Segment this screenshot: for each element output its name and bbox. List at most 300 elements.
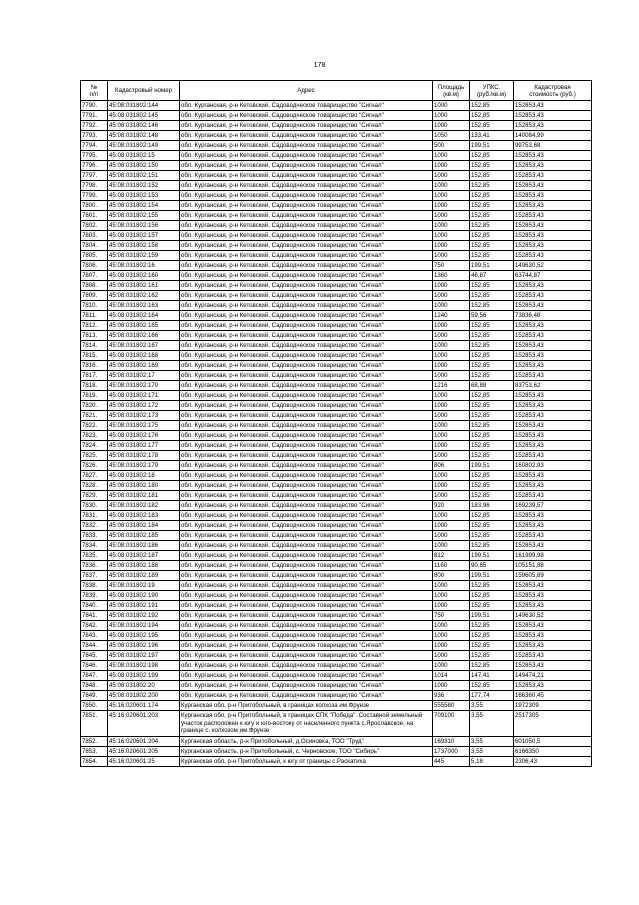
table-row xyxy=(81,221,592,231)
cell-value: 1972309 xyxy=(514,701,592,711)
cell-num: 7817. xyxy=(81,371,108,381)
cell-value: 152853,43 xyxy=(514,101,592,111)
cell-area: 1000 xyxy=(433,361,470,371)
cell-num: 7845. xyxy=(81,651,108,661)
table-row xyxy=(81,591,592,601)
cell-address: обл. Курганская, р-н Кетовский, Садоводческое товарищество "Сигнал" xyxy=(180,501,433,511)
header-value: Кадастровая стоимость (руб.) xyxy=(514,81,592,101)
cell-cadastral: 45:08:031802:194 xyxy=(108,621,180,631)
cell-cadastral: 45:08:031802:173 xyxy=(108,411,180,421)
cell-upks: 152,85 xyxy=(470,631,514,641)
cell-cadastral: 45:08:031802:196 xyxy=(108,641,180,651)
cell-value: 2306,43 xyxy=(514,756,592,766)
cell-address: обл. Курганская, р-н Кетовский, Садоводческое товарищество "Сигнал" xyxy=(180,541,433,551)
cadastral-table xyxy=(80,80,592,767)
cell-upks: 177,74 xyxy=(470,691,514,701)
table-row xyxy=(81,481,592,491)
cell-upks: 199,51 xyxy=(470,551,514,561)
cell-address: обл. Курганская, р-н Кетовский, Садоводческое товарищество "Сигнал" xyxy=(180,161,433,171)
cell-num: 7792. xyxy=(81,121,108,131)
cell-value: 140084,99 xyxy=(514,131,592,141)
cell-num: 7830. xyxy=(81,501,108,511)
cell-cadastral: 45:08:031802:154 xyxy=(108,201,180,211)
cell-address: обл. Курганская, р-н Кетовский, Садоводческое товарищество "Сигнал" xyxy=(180,611,433,621)
cell-value: 152853,43 xyxy=(514,331,592,341)
table-row xyxy=(81,271,592,281)
table-row xyxy=(81,331,592,341)
table-row xyxy=(81,451,592,461)
table-row xyxy=(81,701,592,711)
cell-num: 7800. xyxy=(81,201,108,211)
cell-value: 152853,43 xyxy=(514,161,592,171)
cell-area: 1000 xyxy=(433,181,470,191)
cell-address: обл. Курганская, р-н Кетовский, Садоводческое товарищество "Сигнал" xyxy=(180,471,433,481)
cell-area: 1000 xyxy=(433,581,470,591)
cell-upks: 152,85 xyxy=(470,441,514,451)
cell-address: обл. Курганская, р-н Кетовский, Садоводческое товарищество "Сигнал" xyxy=(180,571,433,581)
cell-num: 7834. xyxy=(81,541,108,551)
cell-area: 1000 xyxy=(433,431,470,441)
cell-cadastral: 45:16:020601:205 xyxy=(108,746,180,756)
cell-cadastral: 45:08:031802:145 xyxy=(108,111,180,121)
cell-address: обл. Курганская, р-н Кетовский, Садоводческое товарищество "Сигнал" xyxy=(180,151,433,161)
cell-area: 1000 xyxy=(433,541,470,551)
cell-cadastral: 45:08:031802:164 xyxy=(108,311,180,321)
cell-value: 152853,43 xyxy=(514,111,592,121)
table-row xyxy=(81,581,592,591)
table-row xyxy=(81,111,592,121)
cell-value: 152853,43 xyxy=(514,241,592,251)
cell-cadastral: 45:08:031802:20 xyxy=(108,681,180,691)
header-address: Адрес xyxy=(180,81,433,101)
cell-cadastral: 45:16:020601:203 xyxy=(108,711,180,737)
cell-area: 1000 xyxy=(433,331,470,341)
cell-value: 160802,93 xyxy=(514,461,592,471)
table-row xyxy=(81,351,592,361)
cell-value: 152853,43 xyxy=(514,251,592,261)
cell-area: 1000 xyxy=(433,601,470,611)
cell-area: 1240 xyxy=(433,311,470,321)
table-row xyxy=(81,171,592,181)
cell-area: 1000 xyxy=(433,151,470,161)
cell-address: обл. Курганская, р-н Кетовский, Садоводческое товарищество "Сигнал" xyxy=(180,631,433,641)
cell-upks: 152,85 xyxy=(470,591,514,601)
table-row xyxy=(81,401,592,411)
table-row xyxy=(81,491,592,501)
cell-value: 152853,43 xyxy=(514,201,592,211)
cell-address: обл. Курганская, р-н Кетовский, Садоводческое товарищество "Сигнал" xyxy=(180,241,433,251)
cell-area: 445 xyxy=(433,756,470,766)
cell-area: 1000 xyxy=(433,221,470,231)
cell-num: 7799. xyxy=(81,191,108,201)
cell-cadastral: 45:08:031802:15 xyxy=(108,151,180,161)
cell-area: 1000 xyxy=(433,471,470,481)
cell-cadastral: 45:08:031802:159 xyxy=(108,251,180,261)
table-row xyxy=(81,736,592,746)
cell-cadastral: 45:08:031802:187 xyxy=(108,551,180,561)
cell-upks: 147,41 xyxy=(470,671,514,681)
cell-address: обл. Курганская, р-н Кетовский, Садоводческое товарищество "Сигнал" xyxy=(180,231,433,241)
cell-value: 152853,43 xyxy=(514,401,592,411)
cell-address: обл. Курганская, р-н Кетовский, Садоводческое товарищество "Сигнал" xyxy=(180,661,433,671)
cell-upks: 152,85 xyxy=(470,651,514,661)
cell-value: 152853,43 xyxy=(514,391,592,401)
table-row xyxy=(81,756,592,766)
cell-upks: 152,85 xyxy=(470,491,514,501)
cell-num: 7838. xyxy=(81,581,108,591)
cell-num: 7850. xyxy=(81,701,108,711)
cell-num: 7854. xyxy=(81,756,108,766)
table-row xyxy=(81,711,592,737)
cell-area: 709100 xyxy=(433,711,470,737)
cell-address: Курганская обл, р-н Притобольный, в границах колхоза им.Фрунзе xyxy=(180,701,433,711)
cell-address: обл. Курганская, р-н Кетовский, Садоводческое товарищество "Сигнал" xyxy=(180,101,433,111)
cell-area: 1050 xyxy=(433,131,470,141)
table-row xyxy=(81,431,592,441)
cell-area: 920 xyxy=(433,501,470,511)
cell-cadastral: 45:08:031802:170 xyxy=(108,381,180,391)
cell-num: 7822. xyxy=(81,421,108,431)
cell-address: обл. Курганская, р-н Кетовский, Садоводческое товарищество "Сигнал" xyxy=(180,591,433,601)
table-row xyxy=(81,261,592,271)
cell-address: обл. Курганская, р-н Кетовский, Садоводческое товарищество "Сигнал" xyxy=(180,211,433,221)
page-number: 178 xyxy=(313,62,326,69)
cell-area: 1000 xyxy=(433,211,470,221)
cell-cadastral: 45:08:031802:190 xyxy=(108,591,180,601)
table-row xyxy=(81,191,592,201)
table-row xyxy=(81,161,592,171)
cell-num: 7821. xyxy=(81,411,108,421)
cell-value: 169239,57 xyxy=(514,501,592,511)
cell-value: 152853,43 xyxy=(514,151,592,161)
cell-cadastral: 45:08:031802:152 xyxy=(108,181,180,191)
cell-address: обл. Курганская, р-н Кетовский, Садоводческое товарищество "Сигнал" xyxy=(180,331,433,341)
cell-area: 1000 xyxy=(433,171,470,181)
table-row xyxy=(81,281,592,291)
cell-address: обл. Курганская, р-н Кетовский, Садоводческое товарищество "Сигнал" xyxy=(180,481,433,491)
cell-upks: 152,85 xyxy=(470,541,514,551)
cell-cadastral: 45:08:031802:165 xyxy=(108,321,180,331)
cell-upks: 152,85 xyxy=(470,291,514,301)
cell-num: 7805. xyxy=(81,251,108,261)
table-row xyxy=(81,631,592,641)
table-row xyxy=(81,311,592,321)
cell-cadastral: 45:08:031802:163 xyxy=(108,301,180,311)
cell-cadastral: 45:08:031802:19 xyxy=(108,581,180,591)
cell-area: 1000 xyxy=(433,111,470,121)
cell-address: обл. Курганская, р-н Кетовский, Садоводческое товарищество "Сигнал" xyxy=(180,491,433,501)
cell-address: обл. Курганская, р-н Кетовский, Садоводческое товарищество "Сигнал" xyxy=(180,131,433,141)
cell-num: 7844. xyxy=(81,641,108,651)
cell-upks: 152,85 xyxy=(470,411,514,421)
cell-area: 1000 xyxy=(433,251,470,261)
cell-value: 152853,43 xyxy=(514,661,592,671)
cell-value: 105151,88 xyxy=(514,561,592,571)
table-row xyxy=(81,121,592,131)
cell-address: обл. Курганская, р-н Кетовский, Садоводческое товарищество "Сигнал" xyxy=(180,361,433,371)
cell-num: 7843. xyxy=(81,631,108,641)
cell-cadastral: 45:08:031802:153 xyxy=(108,191,180,201)
cell-num: 7796. xyxy=(81,161,108,171)
cell-cadastral: 45:08:031802:16 xyxy=(108,261,180,271)
cell-cadastral: 45:08:031802:146 xyxy=(108,121,180,131)
cell-value: 152853,43 xyxy=(514,481,592,491)
cell-upks: 152,85 xyxy=(470,191,514,201)
cell-area: 1000 xyxy=(433,371,470,381)
cell-value: 152853,43 xyxy=(514,491,592,501)
table-row xyxy=(81,231,592,241)
cell-cadastral: 45:08:031802:160 xyxy=(108,271,180,281)
table-row xyxy=(81,651,592,661)
cell-num: 7811. xyxy=(81,311,108,321)
cell-num: 7823. xyxy=(81,431,108,441)
cell-cadastral: 45:08:031802:161 xyxy=(108,281,180,291)
cell-num: 7806. xyxy=(81,261,108,271)
cell-upks: 152,85 xyxy=(470,391,514,401)
cell-value: 152853,43 xyxy=(514,651,592,661)
cell-cadastral: 45:08:031802:183 xyxy=(108,511,180,521)
cell-value: 149474,21 xyxy=(514,671,592,681)
cell-upks: 152,85 xyxy=(470,251,514,261)
cell-value: 152853,43 xyxy=(514,321,592,331)
cell-value: 149630,52 xyxy=(514,261,592,271)
cell-value: 152853,43 xyxy=(514,541,592,551)
cell-value: 152853,43 xyxy=(514,171,592,181)
cell-address: обл. Курганская, р-н Кетовский, Садоводческое товарищество "Сигнал" xyxy=(180,281,433,291)
cell-cadastral: 45:16:020601:174 xyxy=(108,701,180,711)
table-row xyxy=(81,471,592,481)
cell-area: 1000 xyxy=(433,401,470,411)
cell-cadastral: 45:08:031802:176 xyxy=(108,431,180,441)
cell-cadastral: 45:08:031802:191 xyxy=(108,601,180,611)
cell-cadastral: 45:08:031802:179 xyxy=(108,461,180,471)
cell-area: 1000 xyxy=(433,641,470,651)
cell-cadastral: 45:08:031802:171 xyxy=(108,391,180,401)
cell-address: обл. Курганская, р-н Кетовский, Садоводческое товарищество "Сигнал" xyxy=(180,201,433,211)
cell-cadastral: 45:08:031802:148 xyxy=(108,131,180,141)
cell-upks: 133,41 xyxy=(470,131,514,141)
table-row xyxy=(81,601,592,611)
cell-value: 152853,43 xyxy=(514,511,592,521)
cell-value: 152853,43 xyxy=(514,641,592,651)
cell-num: 7814. xyxy=(81,341,108,351)
cell-upks: 90,65 xyxy=(470,561,514,571)
cell-address: обл. Курганская, р-н Кетовский, Садоводческое товарищество "Сигнал" xyxy=(180,641,433,651)
cell-value: 161999,98 xyxy=(514,551,592,561)
cell-value: 152853,43 xyxy=(514,181,592,191)
table-row xyxy=(81,671,592,681)
cell-value: 73836,48 xyxy=(514,311,592,321)
cell-cadastral: 45:08:031802:172 xyxy=(108,401,180,411)
table-row xyxy=(81,201,592,211)
cell-upks: 152,85 xyxy=(470,161,514,171)
cell-value: 152853,43 xyxy=(514,601,592,611)
cell-address: Курганская область, р-н Притобольный, д.Осиновка, ТОО "Труд". xyxy=(180,736,433,746)
table-row xyxy=(81,551,592,561)
cell-address: обл. Курганская, р-н Кетовский, Садоводческое товарищество "Сигнал" xyxy=(180,251,433,261)
cell-value: 152853,43 xyxy=(514,591,592,601)
cell-cadastral: 45:08:031802:188 xyxy=(108,561,180,571)
cell-address: обл. Курганская, р-н Кетовский, Садоводческое товарищество "Сигнал" xyxy=(180,351,433,361)
header-num: № п/п xyxy=(81,81,108,101)
table-row xyxy=(81,321,592,331)
cell-area: 1216 xyxy=(433,381,470,391)
table-row xyxy=(81,571,592,581)
cell-num: 7846. xyxy=(81,661,108,671)
cell-area: 1000 xyxy=(433,651,470,661)
cell-address: обл. Курганская, р-н Кетовский, Садоводческое товарищество "Сигнал" xyxy=(180,601,433,611)
cell-cadastral: 45:08:031802:155 xyxy=(108,211,180,221)
cell-value: 152853,43 xyxy=(514,581,592,591)
cell-address: обл. Курганская, р-н Кетовский, Садоводческое товарищество "Сигнал" xyxy=(180,301,433,311)
cell-cadastral: 45:08:031802:167 xyxy=(108,341,180,351)
table-row xyxy=(81,291,592,301)
cell-value: 152853,43 xyxy=(514,361,592,371)
cell-value: 152853,43 xyxy=(514,191,592,201)
cell-address: обл. Курганская, р-н Кетовский, Садоводческое товарищество "Сигнал" xyxy=(180,421,433,431)
cell-area: 750 xyxy=(433,611,470,621)
cell-address: обл. Курганская, р-н Кетовский, Садоводческое товарищество "Сигнал" xyxy=(180,191,433,201)
cell-num: 7818. xyxy=(81,381,108,391)
cell-num: 7841. xyxy=(81,611,108,621)
cell-cadastral: 45:08:031802:177 xyxy=(108,441,180,451)
cell-cadastral: 45:08:031802:151 xyxy=(108,171,180,181)
cell-area: 1000 xyxy=(433,291,470,301)
cell-upks: 152,85 xyxy=(470,351,514,361)
cell-area: 1000 xyxy=(433,391,470,401)
cell-cadastral: 45:08:031802:162 xyxy=(108,291,180,301)
cell-num: 7790. xyxy=(81,101,108,111)
table-row xyxy=(81,691,592,701)
cell-upks: 68,88 xyxy=(470,381,514,391)
cell-upks: 183,96 xyxy=(470,501,514,511)
table-row xyxy=(81,561,592,571)
cell-value: 63744,87 xyxy=(514,271,592,281)
cell-area: 936 xyxy=(433,691,470,701)
table-row xyxy=(81,131,592,141)
table-row xyxy=(81,511,592,521)
cell-address: Курганская обл, р-н Притобольный, к югу от границы с.Раскатиха xyxy=(180,756,433,766)
cell-address: обл. Курганская, р-н Кетовский, Садоводческое товарищество "Сигнал" xyxy=(180,411,433,421)
cell-num: 7807. xyxy=(81,271,108,281)
cell-num: 7801. xyxy=(81,211,108,221)
table-row xyxy=(81,541,592,551)
cell-upks: 152,85 xyxy=(470,481,514,491)
cell-area: 1000 xyxy=(433,481,470,491)
cell-value: 152853,43 xyxy=(514,301,592,311)
cell-area: 750 xyxy=(433,261,470,271)
cell-cadastral: 45:08:031802:182 xyxy=(108,501,180,511)
cell-upks: 152,85 xyxy=(470,321,514,331)
cell-cadastral: 45:08:031802:166 xyxy=(108,331,180,341)
cell-num: 7825. xyxy=(81,451,108,461)
table-row xyxy=(81,151,592,161)
cell-cadastral: 45:08:031802:186 xyxy=(108,541,180,551)
cell-num: 7803. xyxy=(81,231,108,241)
table-row xyxy=(81,411,592,421)
cell-area: 806 xyxy=(433,461,470,471)
cell-num: 7840. xyxy=(81,601,108,611)
cell-area: 1000 xyxy=(433,231,470,241)
cell-value: 6166350 xyxy=(514,746,592,756)
cell-area: 1000 xyxy=(433,441,470,451)
cell-cadastral: 45:08:031802:156 xyxy=(108,221,180,231)
cell-num: 7851. xyxy=(81,711,108,737)
cell-upks: 152,85 xyxy=(470,241,514,251)
cell-value: 152853,43 xyxy=(514,281,592,291)
cell-upks: 199,51 xyxy=(470,141,514,151)
cell-cadastral: 45:08:031802:195 xyxy=(108,631,180,641)
cell-address: обл. Курганская, р-н Кетовский, Садоводческое товарищество "Сигнал" xyxy=(180,651,433,661)
cell-num: 7820. xyxy=(81,401,108,411)
cell-address: обл. Курганская, р-н Кетовский, Садоводческое товарищество "Сигнал" xyxy=(180,221,433,231)
cell-cadastral: 45:08:031802:175 xyxy=(108,421,180,431)
cell-area: 1000 xyxy=(433,681,470,691)
cell-address: обл. Курганская, р-н Кетовский, Садоводческое товарищество "Сигнал" xyxy=(180,581,433,591)
header-area: Площадь (кв.м) xyxy=(433,81,470,101)
table-header-row xyxy=(81,81,592,101)
cell-address: обл. Курганская, р-н Кетовский, Садоводческое товарищество "Сигнал" xyxy=(180,431,433,441)
cell-num: 7798. xyxy=(81,181,108,191)
table-row xyxy=(81,441,592,451)
cell-cadastral: 45:08:031802:178 xyxy=(108,451,180,461)
cell-value: 149630,52 xyxy=(514,611,592,621)
cell-value: 152853,43 xyxy=(514,471,592,481)
cell-num: 7828. xyxy=(81,481,108,491)
cell-value: 99753,68 xyxy=(514,141,592,151)
cell-cadastral: 45:08:031802:168 xyxy=(108,351,180,361)
table-row xyxy=(81,361,592,371)
cell-value: 152853,43 xyxy=(514,431,592,441)
cell-area: 800 xyxy=(433,571,470,581)
cell-area: 169310 xyxy=(433,736,470,746)
cell-upks: 152,85 xyxy=(470,221,514,231)
cell-cadastral: 45:08:031802:150 xyxy=(108,161,180,171)
cell-area: 812 xyxy=(433,551,470,561)
cell-address: обл. Курганская, р-н Кетовский, Садоводческое товарищество "Сигнал" xyxy=(180,371,433,381)
cell-value: 152853,43 xyxy=(514,421,592,431)
cell-address: Курганская область, р-н Притобольный, с. Черновское, ТОО "Сибирь" xyxy=(180,746,433,756)
cell-cadastral: 45:08:031802:158 xyxy=(108,241,180,251)
table-row xyxy=(81,211,592,221)
cell-num: 7815. xyxy=(81,351,108,361)
cell-upks: 152,85 xyxy=(470,641,514,651)
cell-upks: 3,55 xyxy=(470,746,514,756)
table-row xyxy=(81,341,592,351)
cell-value: 152853,43 xyxy=(514,351,592,361)
cell-value: 152853,43 xyxy=(514,531,592,541)
cell-upks: 152,85 xyxy=(470,451,514,461)
cell-address: обл. Курганская, р-н Кетовский, Садоводческое товарищество "Сигнал" xyxy=(180,181,433,191)
cell-value: 2517305 xyxy=(514,711,592,737)
cell-upks: 152,85 xyxy=(470,621,514,631)
cell-upks: 152,85 xyxy=(470,211,514,221)
cell-num: 7842. xyxy=(81,621,108,631)
cell-area: 1000 xyxy=(433,591,470,601)
cell-area: 1000 xyxy=(433,521,470,531)
cell-num: 7809. xyxy=(81,291,108,301)
cell-upks: 152,85 xyxy=(470,431,514,441)
cell-address: обл. Курганская, р-н Кетовский, Садоводческое товарищество "Сигнал" xyxy=(180,521,433,531)
cell-upks: 152,85 xyxy=(470,101,514,111)
table-row xyxy=(81,661,592,671)
cell-upks: 3,55 xyxy=(470,736,514,746)
cell-address: обл. Курганская, р-н Кетовский, Садоводческое товарищество "Сигнал" xyxy=(180,121,433,131)
cell-upks: 199,51 xyxy=(470,571,514,581)
cell-value: 152853,43 xyxy=(514,681,592,691)
cell-num: 7853. xyxy=(81,746,108,756)
cell-upks: 152,85 xyxy=(470,341,514,351)
